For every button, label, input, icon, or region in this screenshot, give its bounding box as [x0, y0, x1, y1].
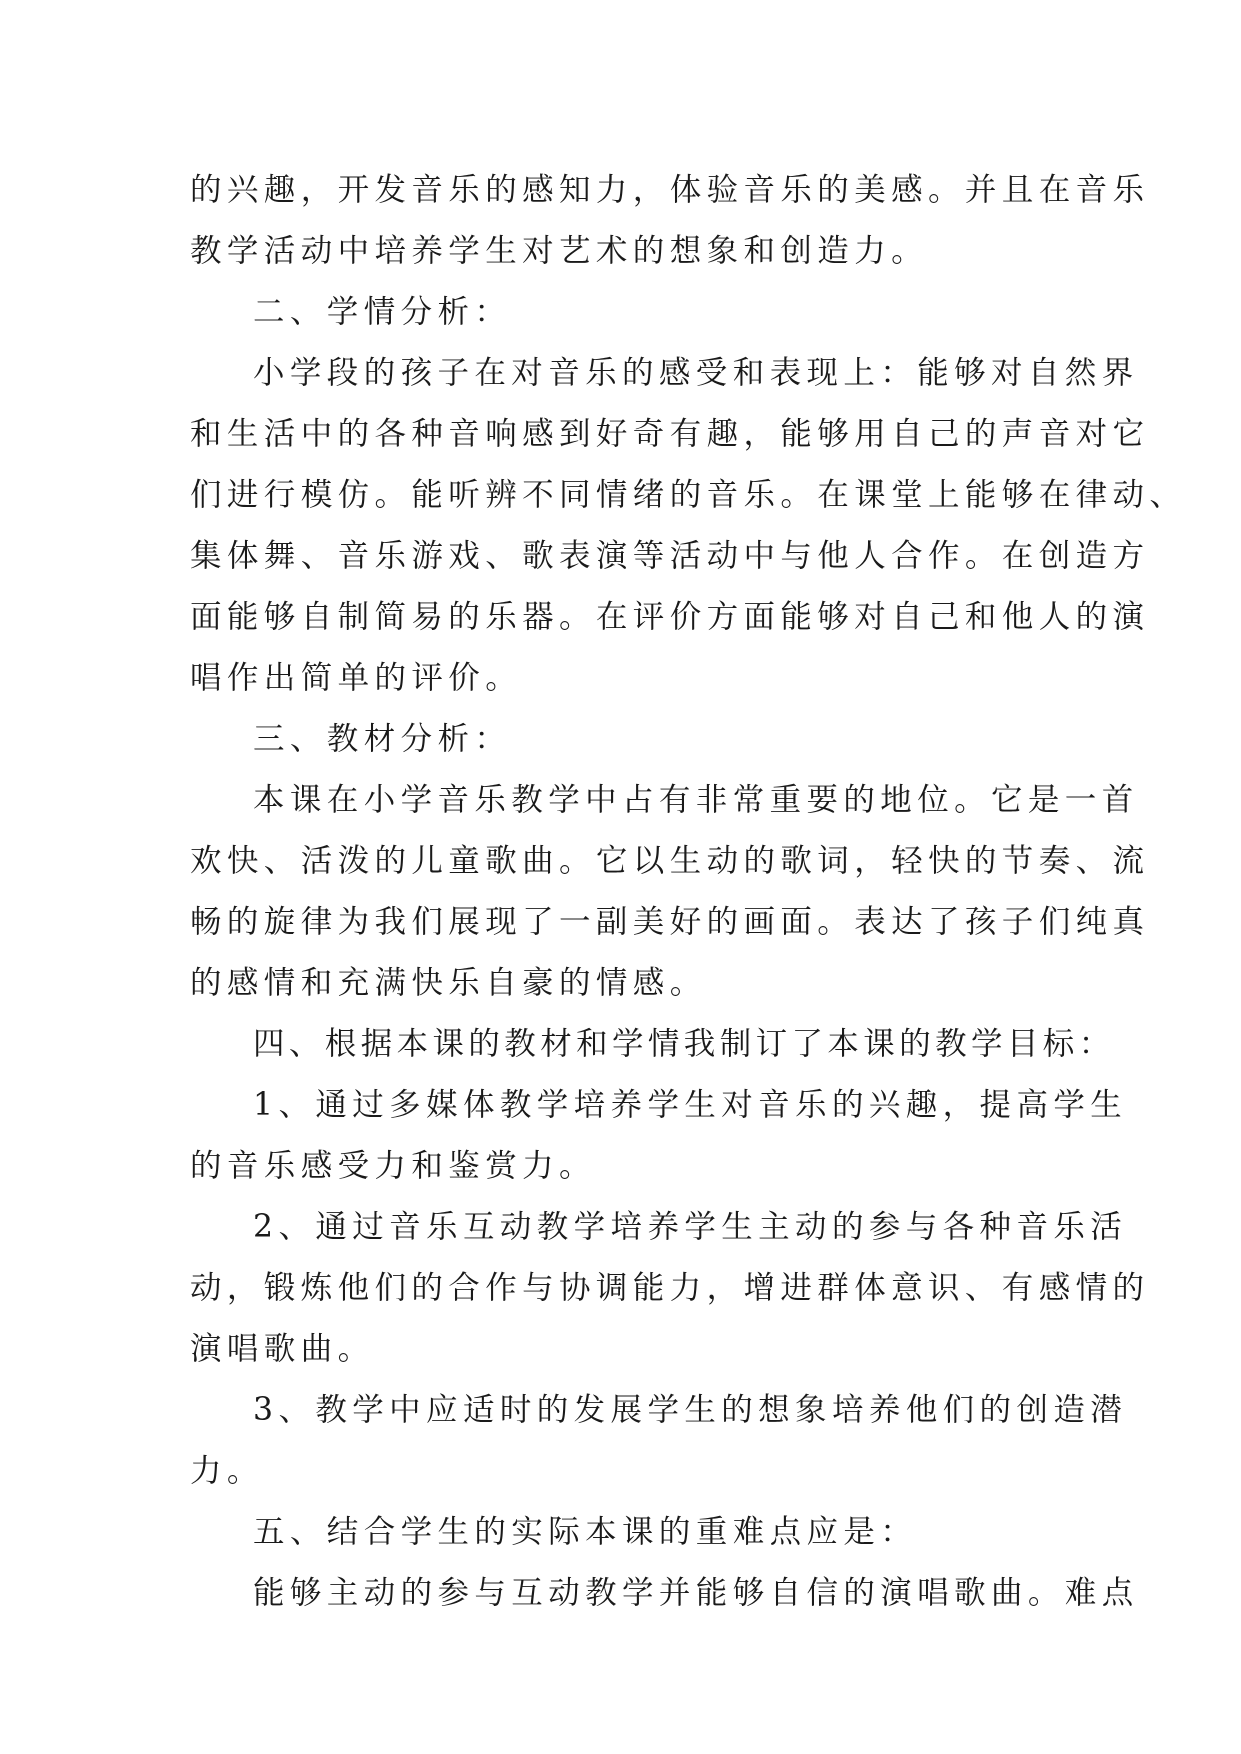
text-line: 和生活中的各种音响感到好奇有趣，能够用自己的声音对它: [190, 416, 1150, 452]
text-line: 的音乐感受力和鉴赏力。: [190, 1148, 596, 1184]
text-line: 的兴趣，开发音乐的感知力，体验音乐的美感。并且在音乐: [190, 172, 1150, 208]
text-line: 演唱歌曲。: [190, 1331, 375, 1367]
text-line: 本课在小学音乐教学中占有非常重要的地位。它是一首: [253, 782, 1139, 818]
text-line: 唱作出简单的评价。: [190, 660, 523, 696]
text-line: 欢快、活泼的儿童歌曲。它以生动的歌词，轻快的节奏、流: [190, 843, 1150, 879]
text-line: 面能够自制简易的乐器。在评价方面能够对自己和他人的演: [190, 599, 1150, 635]
list-item: 1、通过多媒体教学培养学生对音乐的兴趣，提高学生: [253, 1087, 1128, 1123]
list-item: 3、教学中应适时的发展学生的想象培养他们的创造潜: [253, 1392, 1128, 1428]
text-line: 畅的旋律为我们展现了一副美好的画面。表达了孩子们纯真: [190, 904, 1150, 940]
text-line: 教学活动中培养学生对艺术的想象和创造力。: [190, 233, 929, 269]
section-heading: 三、教材分析：: [253, 721, 512, 757]
text-line: 小学段的孩子在对音乐的感受和表现上：能够对自然界: [253, 355, 1139, 391]
text-line: 的感情和充满快乐自豪的情感。: [190, 965, 707, 1001]
text-line: 动，锻炼他们的合作与协调能力，增进群体意识、有感情的: [190, 1270, 1150, 1306]
document-body: [190, 160, 1187, 1624]
section-heading: 五、结合学生的实际本课的重难点应是：: [253, 1514, 918, 1550]
section-heading: 二、学情分析：: [253, 294, 512, 330]
text-line: 力。: [190, 1453, 264, 1489]
list-item: 2、通过音乐互动教学培养学生主动的参与各种音乐活: [253, 1209, 1128, 1245]
section-heading: 四、根据本课的教材和学情我制订了本课的教学目标：: [253, 1026, 1115, 1062]
text-line: 集体舞、音乐游戏、歌表演等活动中与他人合作。在创造方: [190, 538, 1150, 574]
text-line: 们进行模仿。能听辨不同情绪的音乐。在课堂上能够在律动、: [190, 477, 1187, 513]
text-line: 能够主动的参与互动教学并能够自信的演唱歌曲。难点: [253, 1575, 1139, 1611]
